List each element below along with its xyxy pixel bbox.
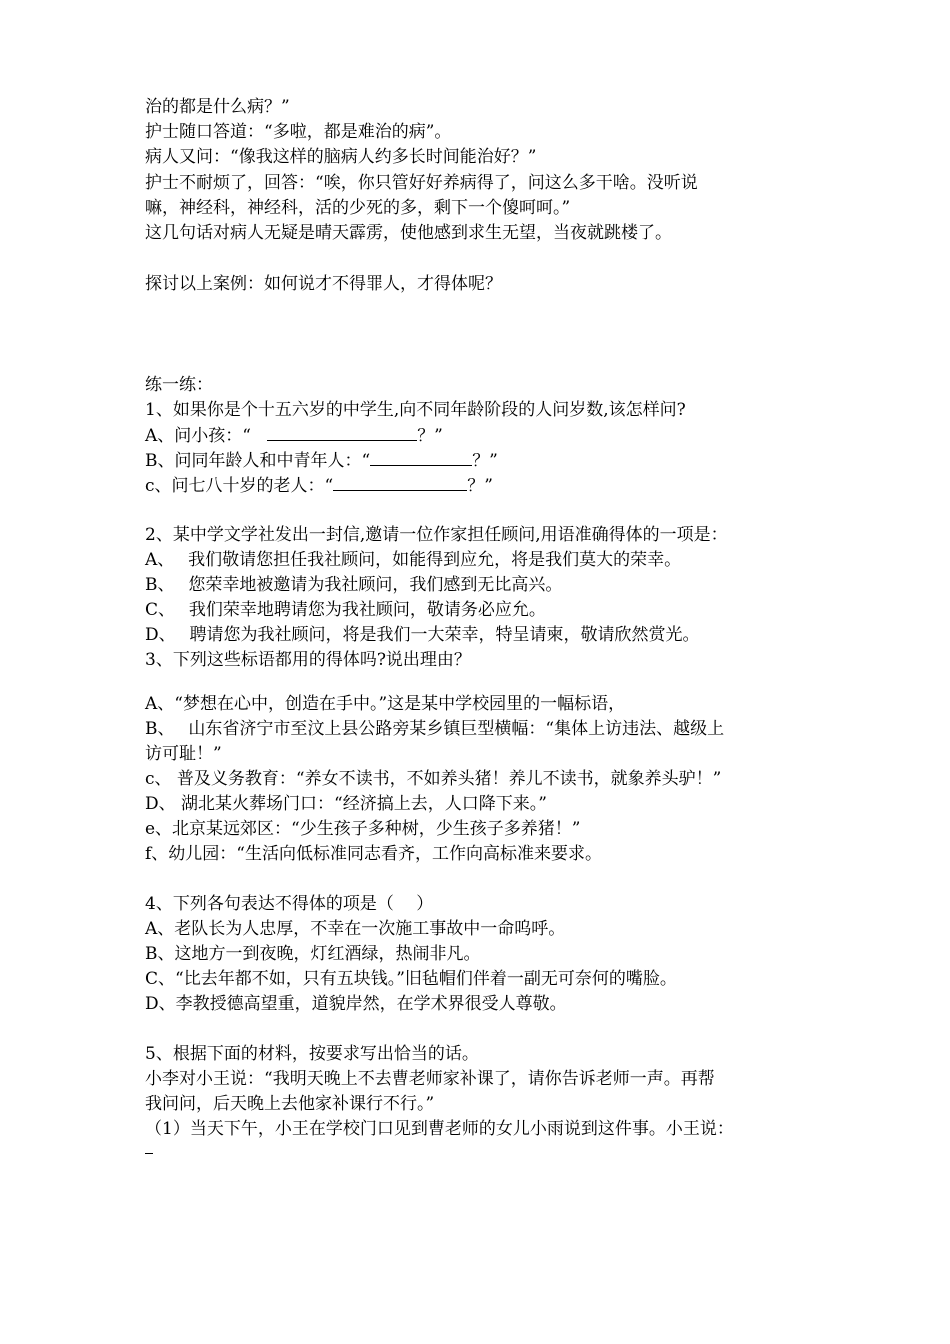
case-line-1: 治的都是什么病？” (145, 97, 290, 117)
question-3-stem: 3、下列这些标语都用的得体吗?说出理由？ (145, 650, 471, 670)
question-2-stem: 2、某中学文学社发出一封信,邀请一位作家担任顾问,用语准确得体的一项是： (145, 525, 728, 545)
question-3-option-b-line-1: B、 山东省济宁市至汶上县公路旁某乡镇巨型横幅：“集体上访违法、越级上 (145, 719, 725, 739)
answer-line-stub (145, 1153, 153, 1154)
question-1-option-c: c、问七八十岁的老人：“ ？” (145, 476, 493, 496)
question-3-option-a: A、“梦想在心中，创造在手中。”这是某中学校园里的一幅标语， (145, 694, 626, 714)
question-1-option-a: A、问小孩：“ ？” (145, 426, 443, 446)
question-3-option-d: D、 湖北某火葬场门口：“经济搞上去，人口降下来。” (145, 794, 547, 814)
question-2-option-c: C、 我们荣幸地聘请您为我社顾问，敬请务必应允。 (145, 600, 546, 620)
question-5-stem: 5、根据下面的材料，按要求写出恰当的话。 (145, 1044, 479, 1064)
question-5-material-line-2: 我问问，后天晚上去他家补课行不行。” (145, 1094, 435, 1114)
discussion-prompt: 探讨以上案例：如何说才不得罪人，才得体呢？ (145, 274, 502, 294)
case-line-3: 病人又问：“像我这样的脑病人约多长时间能治好？” (145, 147, 537, 167)
answer-blank-1c (333, 474, 467, 491)
practice-title: 练一练： (145, 375, 213, 395)
question-1-option-b: B、问同年龄人和中青年人：“ ？” (145, 451, 498, 471)
case-line-5: 嘛，神经科，神经科，活的少死的多，剩下一个傻呵呵。” (145, 198, 571, 218)
question-4-option-a: A、老队长为人忠厚，不幸在一次施工事故中一命呜呼。 (145, 919, 566, 939)
question-2-option-b: B、 您荣幸地被邀请为我社顾问，我们感到无比高兴。 (145, 575, 563, 595)
question-2-option-d: D、 聘请您为我社顾问，将是我们一大荣幸，特呈请柬，敬请欣然赏光。 (145, 625, 700, 645)
question-5-subquestion-1: （1）当天下午，小王在学校门口见到曹老师的女儿小雨说到这件事。小王说： (145, 1119, 734, 1139)
case-line-2: 护士随口答道：“多啦，都是难治的病”。 (145, 122, 452, 142)
question-3-option-f: f、幼儿园：“生活向低标准同志看齐，工作向高标准来要求。 (145, 844, 602, 864)
question-3-option-b-line-2: 访可耻！” (145, 744, 222, 764)
answer-blank-1a (267, 424, 417, 441)
question-3-option-c: c、 普及义务教育：“养女不读书，不如养头猪！养儿不读书，就象养头驴！” (145, 769, 722, 789)
question-2-option-a: A、 我们敬请您担任我社顾问，如能得到应允，将是我们莫大的荣幸。 (145, 550, 682, 570)
question-4-option-c: C、“比去年都不如，只有五块钱。”旧毡帽们伴着一副无可奈何的嘴脸。 (145, 969, 677, 989)
question-4-stem: 4、下列各句表达不得体的项是（ ） (145, 894, 434, 914)
question-4-option-b: B、这地方一到夜晚，灯红酒绿，热闹非凡。 (145, 944, 481, 964)
case-line-4: 护士不耐烦了，回答：“唉，你只管好好养病得了，问这么多干啥。没听说 (145, 173, 698, 193)
question-1-stem: 1、如果你是个十五六岁的中学生,向不同年龄阶段的人问岁数,该怎样问? (145, 400, 686, 420)
question-4-option-d: D、李教授德高望重，道貌岸然，在学术界很受人尊敬。 (145, 994, 567, 1014)
case-line-6: 这几句话对病人无疑是晴天霹雳，使他感到求生无望，当夜就跳楼了。 (145, 223, 672, 243)
question-3-option-e: e、北京某远郊区：“少生孩子多种树，少生孩子多养猪！” (145, 819, 581, 839)
question-5-material-line-1: 小李对小王说：“我明天晚上不去曹老师家补课了，请你告诉老师一声。再帮 (145, 1069, 715, 1089)
answer-blank-1b (370, 449, 472, 466)
